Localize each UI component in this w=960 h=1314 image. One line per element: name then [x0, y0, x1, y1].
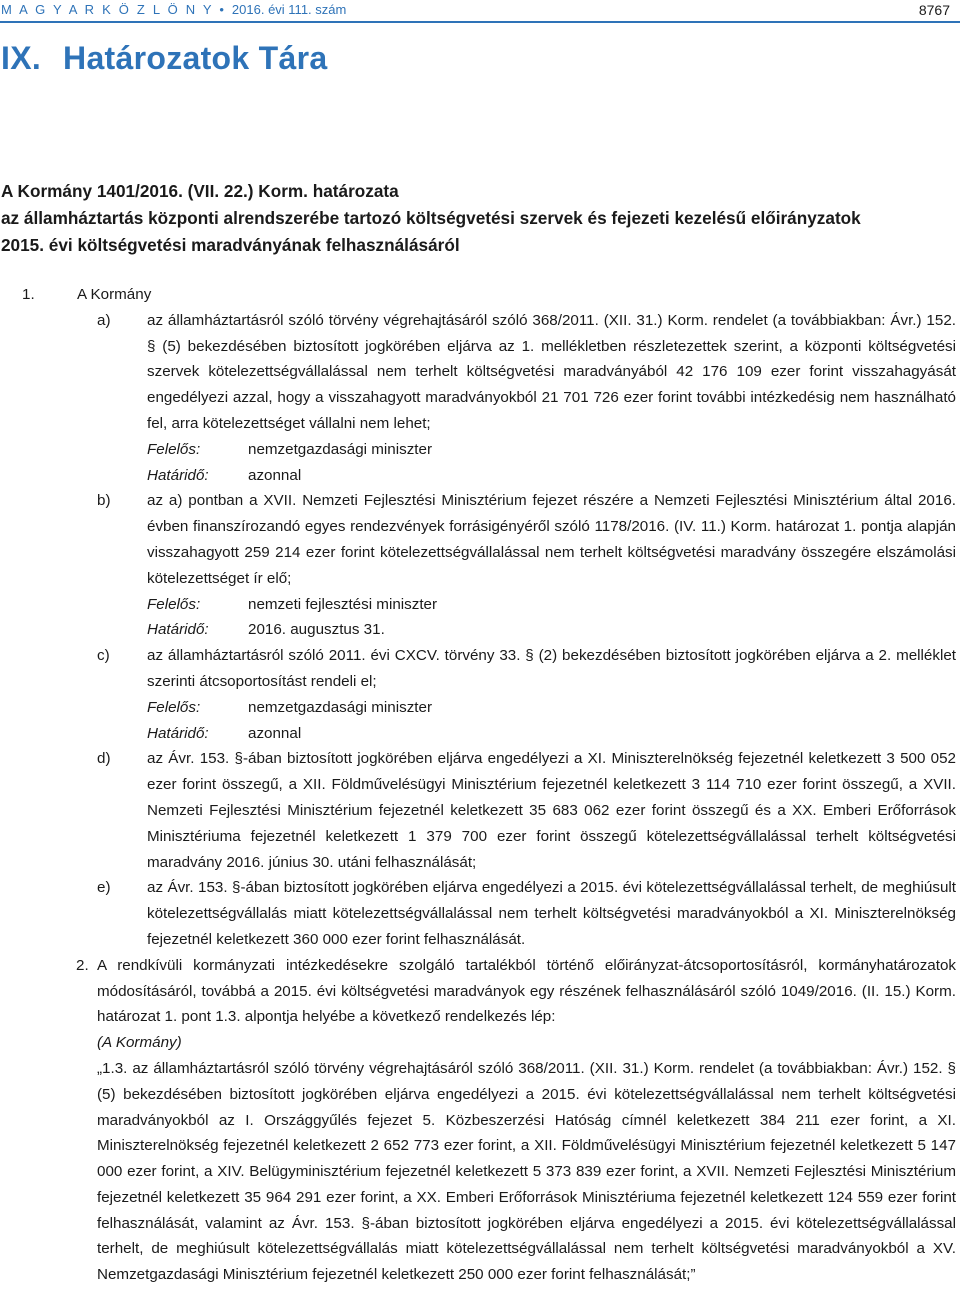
- subpoint-d: [0, 746, 960, 875]
- responsible-label: Felelős:: [147, 698, 201, 716]
- resolution-body: [0, 282, 960, 1288]
- deadline-line: [0, 463, 960, 489]
- deadline-label: Határidő:: [147, 466, 209, 484]
- point-subject: (A Kormány): [97, 1034, 182, 1052]
- resolution-title-line: az államháztartás központi alrendszerébe tartozó költségvetési szervek és fejezeti kezelésű előirányzatok: [1, 208, 861, 228]
- point-1-intro: [0, 282, 960, 308]
- deadline-value: azonnal: [248, 724, 302, 742]
- resolution-title-line: A Kormány 1401/2016. (VII. 22.) Korm. határozata: [1, 181, 399, 201]
- page-number: 8767: [918, 2, 950, 18]
- separator-bullet: •: [219, 2, 227, 17]
- subpoint-label: c): [97, 647, 110, 665]
- journal-running-head: [1, 2, 346, 17]
- deadline-label: Határidő:: [147, 724, 209, 742]
- deadline-line: [0, 721, 960, 747]
- subpoint-c: [0, 643, 960, 695]
- deadline-value: 2016. augusztus 31.: [248, 621, 385, 639]
- deadline-label: Határidő:: [147, 621, 209, 639]
- part-number: IX.: [1, 40, 42, 76]
- subpoint-label: e): [97, 879, 111, 897]
- responsible-line: [0, 695, 960, 721]
- subpoint-b: [0, 488, 960, 591]
- deadline-value: azonnal: [248, 466, 302, 484]
- point-text: A Kormány: [77, 286, 152, 303]
- amendment-quote: „1.3. az államháztartásról szóló törvény végrehajtásáról szóló 368/2011. (XII. 31.) Korm. rendelet (a továbbiakban: Ávr.) 152. § (5) bekezdésében biztosított jogkörében eljárva engedélyezi a 2015. évi kötelezettségvállalással nem terhelt költségvetési maradványokból az I. Országgyűlés fejezet 5. Közbeszerzési Hatóság címnél keletkezett 384 211 ezer forint, a XI. Miniszterelnökség fejezetnél keletkezett 2 652 773 ezer forint, a XII. Földművelésügyi Minisztérium fejezetnél keletkezett 5 147 000 ezer forint, a XIV. Belügyminisztérium fejezetnél keletkezett 5 373 839 ezer forint, a XVII. Nemzeti Fejlesztési Minisztérium fejezetnél keletkezett 35 964 291 ezer forint, a XX. Emberi Erőforrások Minisztériuma fejezetnél keletkezett 124 559 ezer forint felhasználását, valamint az Ávr. 153. §-ában biztosított jogkörében eljárva engedélyezi a 2015. évi kötelezettségvállalással terhelt, de meghiúsult kötelezettségvállalás miatt kötelezettségvállalással nem terhelt költségvetési maradványokból a XV. Nemzetgazdasági Minisztérium fejezetnél keletkezett 250 000 ezer forint felhasználását;”: [97, 1059, 956, 1284]
- subpoint-label: d): [97, 750, 111, 768]
- resolution-title: [1, 178, 959, 259]
- issue-label: 2016. évi 111. szám: [231, 2, 347, 17]
- header-rule: [0, 21, 960, 23]
- responsible-line: [0, 437, 960, 463]
- responsible-value: nemzetgazdasági miniszter: [248, 440, 433, 458]
- part-title: Határozatok Tára: [63, 40, 328, 76]
- deadline-line: [0, 617, 960, 643]
- responsible-value: nemzetgazdasági miniszter: [248, 698, 433, 716]
- point-number: 1.: [22, 286, 35, 303]
- page-header: [0, 0, 960, 22]
- subpoint-text: az Ávr. 153. §-ában biztosított jogkörében eljárva engedélyezi a XI. Miniszterelnökség fejezetnél keletkezett 3 500 052 ezer forint összegű, a XII. Földművelésügyi Minisztérium fejezetnél keletkezett 3 114 710 ezer forint összegű, a XVII. Nemzeti Fejlesztési Minisztérium fejezetnél keletkezett 35 683 062 ezer forint összegű és a XX. Emberi Erőforrások Minisztériuma fejezetnél keletkezett 1 379 700 ezer forint összegű kötelezettségvállalással terhelt költségvetési maradvány 2016. június 30. utáni felhasználását;: [147, 750, 956, 871]
- resolution-title-line: 2015. évi költségvetési maradványának felhasználásáról: [1, 235, 460, 255]
- subpoint-text: az államháztartásról szóló törvény végrehajtásáról szóló 368/2011. (XII. 31.) Korm. rendelet (a továbbiakban: Ávr.) 152. § (5) bekezdésében biztosított jogkörében eljárva az 1. mellékletben részletezettek szerint, a központi költségvetési szervek kötelezettségvállalással nem terhelt költségvetési maradványából 42 176 109 ezer forint visszahagyását engedélyezi azzal, hogy a visszahagyott maradványokból 21 701 726 ezer forint további intézkedésig nem használható fel, arra kötelezettséget vállalni nem lehet;: [147, 311, 956, 432]
- responsible-line: [0, 592, 960, 618]
- responsible-value: nemzeti fejlesztési miniszter: [248, 595, 438, 613]
- subpoint-a: [0, 308, 960, 437]
- subpoint-text: az államháztartásról szóló 2011. évi CXCV. törvény 33. § (2) bekezdésében biztosított jogkörében eljárva a 2. melléklet szerinti átcsoportosítást rendeli el;: [147, 647, 956, 690]
- point-2: [0, 953, 960, 1288]
- subpoint-text: az a) pontban a XVII. Nemzeti Fejlesztési Minisztérium fejezet részére a Nemzeti Fejlesztési Minisztérium által 2016. évben finanszírozandó egyes rendezvények forrásigényéről szóló 1178/2016. (IV. 11.) Korm. határozat 1. pontja alapján visszahagyott 259 214 ezer forint kötelezettségvállalással nem terhelt költségvetési maradvány összegére elszámolási kötelezettséget ír elő;: [147, 492, 956, 587]
- subpoint-text: az Ávr. 153. §-ában biztosított jogkörében eljárva engedélyezi a 2015. évi kötelezettségvállalással terhelt, de meghiúsult kötelezettségvállalás miatt kötelezettségvállalással nem terhelt költségvetési maradványokból a XI. Miniszterelnökség fejezetnél keletkezett 360 000 ezer forint felhasználását.: [147, 879, 956, 948]
- subpoint-e: [0, 875, 960, 952]
- journal-name: M A G Y A R K Ö Z L Ö N Y: [1, 2, 214, 17]
- part-heading: [1, 40, 327, 77]
- subpoint-label: a): [97, 311, 111, 329]
- point-text: A rendkívüli kormányzati intézkedésekre szolgáló tartalékból történő előirányzat-átcsoportosításról, kormányhatározatok módosításáról, továbbá a 2015. évi költségvetési maradványok egy részének felhasználásáról szóló 1049/2016. (II. 15.) Korm. határozat 1. pont 1.3. alpontja helyébe a következő rendelkezés lép:: [97, 956, 956, 1026]
- responsible-label: Felelős:: [147, 440, 201, 458]
- subpoint-label: b): [97, 492, 111, 510]
- responsible-label: Felelős:: [147, 595, 201, 613]
- point-number: 2.: [76, 956, 89, 974]
